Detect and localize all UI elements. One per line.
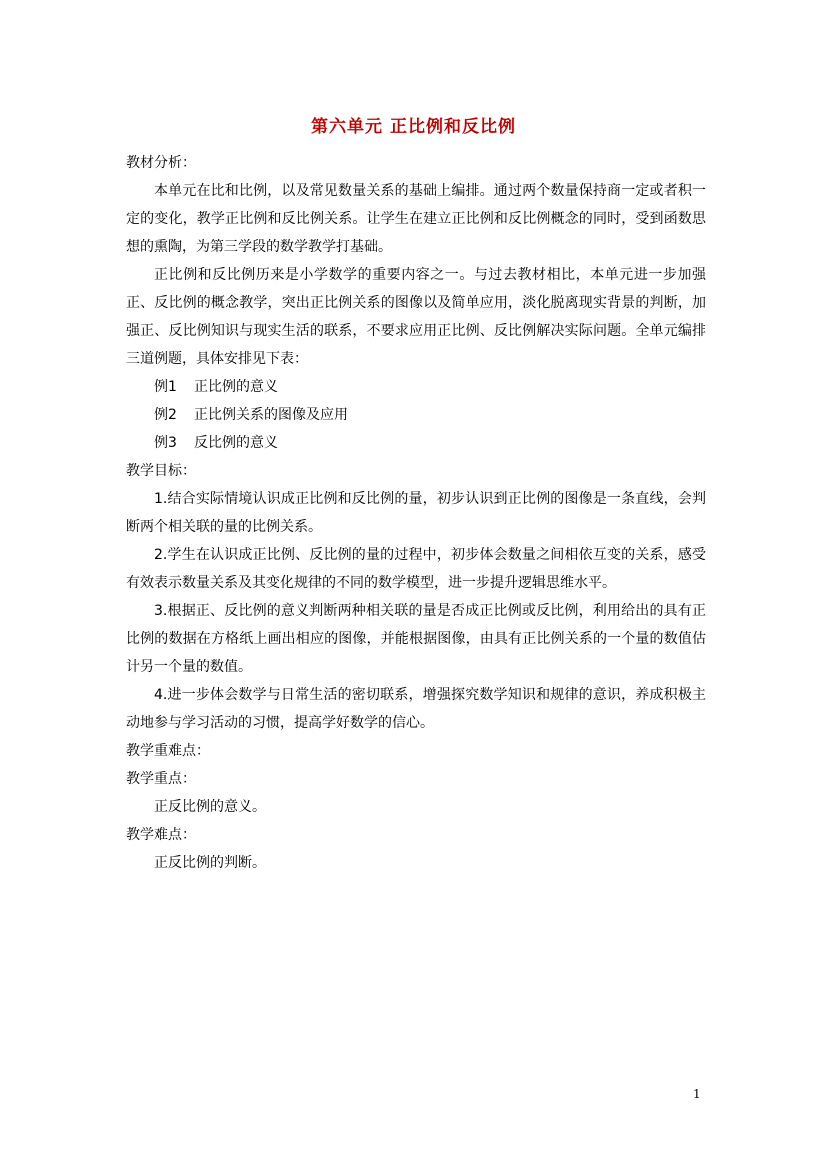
example-item bbox=[126, 429, 706, 457]
goal-item: 4.进一步体会数学与日常生活的密切联系，增强探究数学知识和规律的意识，养成积极主动地参与学习活动的习惯，提高学好数学的信心。 bbox=[126, 687, 706, 731]
example-item bbox=[126, 401, 706, 429]
example-text: 正比例的意义 bbox=[194, 379, 278, 395]
example-number: 例3 bbox=[154, 435, 177, 451]
analysis-paragraph: 正比例和反比例历来是小学数学的重要内容之一。与过去教材相比，本单元进一步加强正、反比例的概念教学，突出正比例关系的图像以及简单应用，淡化脱离现实背景的判断，加强正、反比例知识与现实生活的联系，不要求应用正比例、反比例解决实际问题。全单元编排三道例题，具体安排见下表： bbox=[126, 267, 706, 367]
difficult-point-heading: 教学难点： bbox=[126, 827, 196, 843]
goal-item: 3.根据正、反比例的意义判断两种相关联的量是否成正比例或反比例，利用给出的具有正比例的数据在方格纸上画出相应的图像，并能根据图像，由具有正比例关系的一个量的数值估计另一个量的数值。 bbox=[126, 603, 706, 675]
key-difficult-heading: 教学重难点： bbox=[126, 743, 210, 759]
key-point-text: 正反比例的意义。 bbox=[154, 799, 266, 815]
page-number: 1 bbox=[693, 1087, 701, 1101]
difficult-point-text: 正反比例的判断。 bbox=[154, 855, 266, 871]
goal-item: 2.学生在认识成正比例、反比例的量的过程中，初步体会数量之间相依互变的关系，感受有效表示数量关系及其变化规律的不同的数学模型，进一步提升逻辑思维水平。 bbox=[126, 547, 706, 591]
document-body bbox=[126, 149, 706, 877]
example-text: 正比例关系的图像及应用 bbox=[194, 407, 348, 423]
key-point-heading: 教学重点： bbox=[126, 771, 196, 787]
goal-item: 1.结合实际情境认识成正比例和反比例的量，初步认识到正比例的图像是一条直线，会判断两个相关联的量的比例关系。 bbox=[126, 491, 706, 535]
example-number: 例1 bbox=[154, 379, 177, 395]
example-item bbox=[126, 373, 706, 401]
page-title: 第六单元 正比例和反比例 bbox=[311, 117, 516, 137]
goals-heading: 教学目标： bbox=[126, 463, 196, 479]
example-text: 反比例的意义 bbox=[194, 435, 278, 451]
example-number: 例2 bbox=[154, 407, 177, 423]
analysis-heading: 教材分析： bbox=[126, 155, 196, 171]
analysis-paragraph: 本单元在比和比例，以及常见数量关系的基础上编排。通过两个数量保持商一定或者积一定的变化，教学正比例和反比例关系。让学生在建立正比例和反比例概念的同时，受到函数思想的熏陶，为第三学段的数学教学打基础。 bbox=[126, 183, 706, 255]
